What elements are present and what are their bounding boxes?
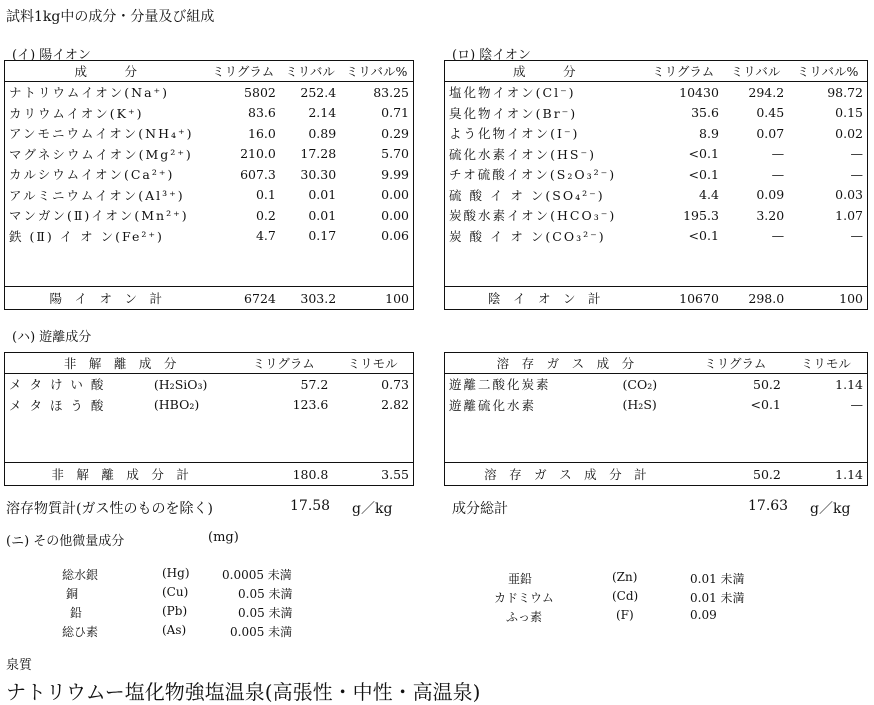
dissolved-total-label: 溶存物質計(ガス性のものを除く) xyxy=(6,501,213,517)
table-row: カリウムイオン(K⁺) 83.6 2.14 0.71 xyxy=(9,105,409,121)
trace-label: (ニ) その他微量成分 xyxy=(6,534,125,549)
dissolved-total-unit: g／kg xyxy=(352,501,393,517)
col-header-mg: ミリグラム xyxy=(643,61,722,82)
trace-right-symbol-2: (F) xyxy=(616,608,634,622)
trace-right-symbol-1: (Cd) xyxy=(612,589,639,603)
table-row: よう化物イオン(I⁻) 8.9 0.07 0.02 xyxy=(449,125,863,142)
table-row: アンモニウムイオン(NH₄⁺) 16.0 0.89 0.29 xyxy=(9,125,409,142)
table-row: メ タ け い 酸 (H₂SiO₃) 57.2 0.73 xyxy=(9,376,409,393)
col-header-mval: ミリバル xyxy=(723,61,788,82)
trace-left-name-3: 総ひ素 xyxy=(62,625,99,639)
col-header-mg: ミリグラム xyxy=(686,353,785,374)
cations-table xyxy=(4,60,414,310)
col-header-mval: ミリバル xyxy=(280,61,340,82)
spring-label: 泉質 xyxy=(6,658,33,673)
table-row: 炭酸水素イオン(HCO₃⁻) 195.3 3.20 1.07 xyxy=(449,207,863,224)
col-header-component: 成 分 xyxy=(445,61,644,82)
trace-left-symbol-0: (Hg) xyxy=(162,566,190,580)
gases-table xyxy=(444,352,868,486)
total-row: 陰 イ オ ン 計 10670 298.0 100 xyxy=(445,287,868,310)
col-header-mg: ミリグラム xyxy=(206,61,279,82)
table-row: 遊離二酸化炭素 (CO₂) 50.2 1.14 xyxy=(449,376,863,393)
table-row: 鉄 (Ⅱ) イ オ ン(Fe²⁺) 4.7 0.17 0.06 xyxy=(9,228,409,244)
table-row: 硫 酸 イ オ ン(SO₄²⁻) 4.4 0.09 0.03 xyxy=(449,187,863,203)
trace-left-value-0: 0.0005 未満 xyxy=(222,568,292,582)
table-row: チオ硫酸イオン(S₂O₃²⁻) <0.1 — — xyxy=(449,166,863,183)
table-row: カルシウムイオン(Ca²⁺) 607.3 30.30 9.99 xyxy=(9,166,409,183)
table-row: メ タ ほ う 酸 (HBO₂) 123.6 2.82 xyxy=(9,397,409,413)
trace-right-symbol-0: (Zn) xyxy=(612,570,638,584)
table-row: 臭化物イオン(Br⁻) 35.6 0.45 0.15 xyxy=(449,105,863,121)
trace-unit: (mg) xyxy=(208,530,239,545)
trace-left-name-1: 銅 xyxy=(66,587,79,601)
dissolved-total-value: 17.58 xyxy=(290,498,331,514)
table-row: アルミニウムイオン(Al³⁺) 0.1 0.01 0.00 xyxy=(9,187,409,203)
grand-total-unit: g／kg xyxy=(810,501,851,517)
trace-left-symbol-2: (Pb) xyxy=(162,604,188,618)
grand-total-label: 成分総計 xyxy=(452,501,508,517)
table-row: 塩化物イオン(Cl⁻) 10430 294.2 98.72 xyxy=(449,84,863,101)
trace-right-value-1: 0.01 未満 xyxy=(690,591,745,605)
col-header-pct: ミリバル% xyxy=(788,61,867,82)
trace-left-name-2: 鉛 xyxy=(70,606,83,620)
trace-left-symbol-1: (Cu) xyxy=(162,585,189,599)
col-header-mmol: ミリモル xyxy=(785,353,868,374)
trace-left-value-2: 0.05 未満 xyxy=(238,606,293,620)
total-row: 非 解 離 成 分 計 180.8 3.55 xyxy=(5,463,414,486)
table-row: 炭 酸 イ オ ン(CO₃²⁻) <0.1 — — xyxy=(449,228,863,244)
table-row: マグネシウムイオン(Mg²⁺) 210.0 17.28 5.70 xyxy=(9,146,409,162)
anions-label: (ロ) 陰イオン xyxy=(452,48,531,63)
page-title: 試料1kg中の成分・分量及び組成 xyxy=(6,9,215,25)
table-row: 硫化水素イオン(HS⁻) <0.1 — — xyxy=(449,146,863,162)
trace-right-name-0: 亜鉛 xyxy=(508,572,533,586)
trace-right-name-2: ふっ素 xyxy=(506,610,543,624)
anions-table xyxy=(444,60,868,310)
nondissoc-table xyxy=(4,352,414,486)
col-header-mmol: ミリモル xyxy=(332,353,413,374)
trace-left-symbol-3: (As) xyxy=(162,623,187,637)
trace-left-value-1: 0.05 未満 xyxy=(238,587,293,601)
spring-type: ナトリウムー塩化物強塩温泉(高張性・中性・高温泉) xyxy=(6,680,481,704)
col-header-component: 溶 存 ガ ス 成 分 xyxy=(445,353,686,374)
cations-label: (イ) 陽イオン xyxy=(12,48,91,63)
trace-right-name-1: カドミウム xyxy=(494,591,554,605)
col-header-component: 非 解 離 成 分 xyxy=(5,353,236,374)
total-row: 溶 存 ガ ス 成 分 計 50.2 1.14 xyxy=(445,463,868,486)
nondissoc-label: (ハ) 遊離成分 xyxy=(12,330,92,345)
table-row: 遊離硫化水素 (H₂S) <0.1 — xyxy=(449,397,863,413)
table-row: ナトリウムイオン(Na⁺) 5802 252.4 83.25 xyxy=(9,84,409,101)
trace-left-name-0: 総水銀 xyxy=(62,568,99,582)
trace-right-value-0: 0.01 未満 xyxy=(690,572,745,586)
trace-right-value-2: 0.09 xyxy=(690,608,717,622)
table-row: マンガン(Ⅱ)イオン(Mn²⁺) 0.2 0.01 0.00 xyxy=(9,207,409,224)
col-header-component: 成 分 xyxy=(5,61,207,82)
total-row: 陽 イ オ ン 計 6724 303.2 100 xyxy=(5,287,414,310)
trace-left-value-3: 0.005 未満 xyxy=(230,625,293,639)
col-header-mg: ミリグラム xyxy=(235,353,332,374)
col-header-pct: ミリバル% xyxy=(340,61,413,82)
grand-total-value: 17.63 xyxy=(748,498,789,514)
